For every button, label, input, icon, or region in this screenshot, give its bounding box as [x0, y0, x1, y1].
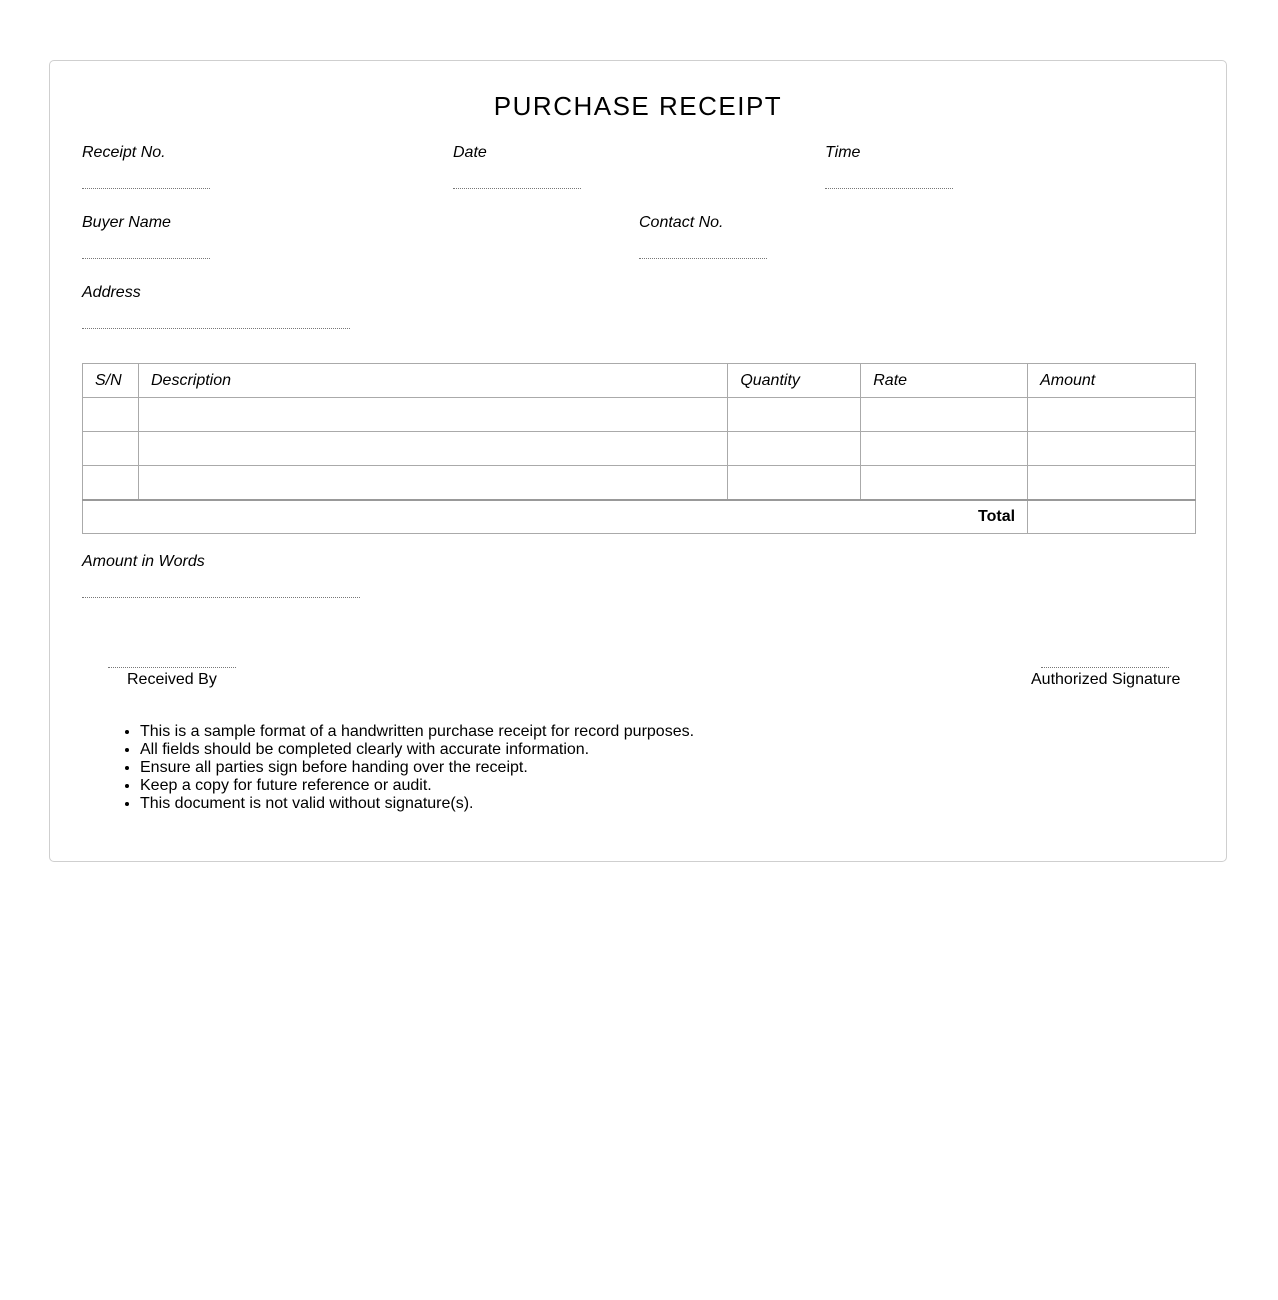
header-sn: S/N	[83, 364, 139, 398]
cell-description[interactable]	[138, 398, 727, 432]
table-row	[83, 398, 1196, 432]
cell-description[interactable]	[138, 466, 727, 500]
list-item: • Keep a copy for future reference or audit.	[140, 777, 694, 795]
time-field[interactable]	[825, 143, 860, 163]
contact-no-line[interactable]	[639, 258, 767, 259]
cell-quantity[interactable]	[728, 398, 861, 432]
date-label: Date	[453, 144, 487, 161]
received-by-signature[interactable]	[108, 667, 236, 690]
address-field[interactable]	[82, 283, 141, 303]
table-row	[83, 466, 1196, 500]
list-item: • This document is not valid without signature(s).	[140, 795, 694, 813]
header-amount: Amount	[1028, 364, 1196, 398]
total-label: Total	[83, 500, 1028, 534]
amount-in-words-label: Amount in Words	[82, 553, 205, 570]
table-header-row	[83, 364, 1196, 398]
address-line[interactable]	[82, 328, 350, 329]
total-amount-cell[interactable]	[1028, 500, 1196, 534]
contact-no-label: Contact No.	[639, 214, 724, 231]
authorized-signature[interactable]	[1031, 667, 1181, 690]
cell-rate[interactable]	[861, 466, 1028, 500]
cell-description[interactable]	[138, 432, 727, 466]
notes-list	[107, 723, 694, 813]
cell-amount[interactable]	[1028, 432, 1196, 466]
cell-sn[interactable]	[83, 432, 139, 466]
amount-in-words-field[interactable]	[82, 552, 205, 572]
receipt-no-line[interactable]	[82, 188, 210, 189]
date-field[interactable]	[453, 143, 487, 163]
cell-quantity[interactable]	[728, 432, 861, 466]
time-line[interactable]	[825, 188, 953, 189]
receipt-no-field[interactable]	[82, 143, 166, 163]
list-item: • All fields should be completed clearly with accurate information.	[140, 741, 694, 759]
cell-rate[interactable]	[861, 432, 1028, 466]
address-label: Address	[82, 284, 141, 301]
buyer-name-field[interactable]	[82, 213, 171, 233]
authorized-signature-line[interactable]	[1041, 667, 1169, 668]
header-rate: Rate	[861, 364, 1028, 398]
receipt-card	[49, 60, 1227, 862]
page-title: PURCHASE RECEIPT	[493, 91, 783, 121]
buyer-name-label: Buyer Name	[82, 214, 171, 231]
cell-quantity[interactable]	[728, 466, 861, 500]
table-row	[83, 432, 1196, 466]
items-table	[82, 363, 1196, 534]
received-by-line[interactable]	[108, 667, 236, 668]
receipt-no-label: Receipt No.	[82, 144, 166, 161]
cell-amount[interactable]	[1028, 398, 1196, 432]
amount-in-words-line[interactable]	[82, 597, 360, 598]
cell-rate[interactable]	[861, 398, 1028, 432]
time-label: Time	[825, 144, 861, 161]
received-by-label: Received By	[127, 671, 217, 688]
header-quantity: Quantity	[728, 364, 861, 398]
list-item: • This is a sample format of a handwritten purchase receipt for record purposes.	[140, 723, 694, 741]
authorized-signature-label: Authorized Signature	[1031, 671, 1181, 688]
list-item: • Ensure all parties sign before handing over the receipt.	[140, 759, 694, 777]
buyer-name-line[interactable]	[82, 258, 210, 259]
total-row	[83, 500, 1196, 534]
date-line[interactable]	[453, 188, 581, 189]
cell-sn[interactable]	[83, 398, 139, 432]
header-description: Description	[138, 364, 727, 398]
contact-no-field[interactable]	[639, 213, 723, 233]
cell-sn[interactable]	[83, 466, 139, 500]
cell-amount[interactable]	[1028, 466, 1196, 500]
